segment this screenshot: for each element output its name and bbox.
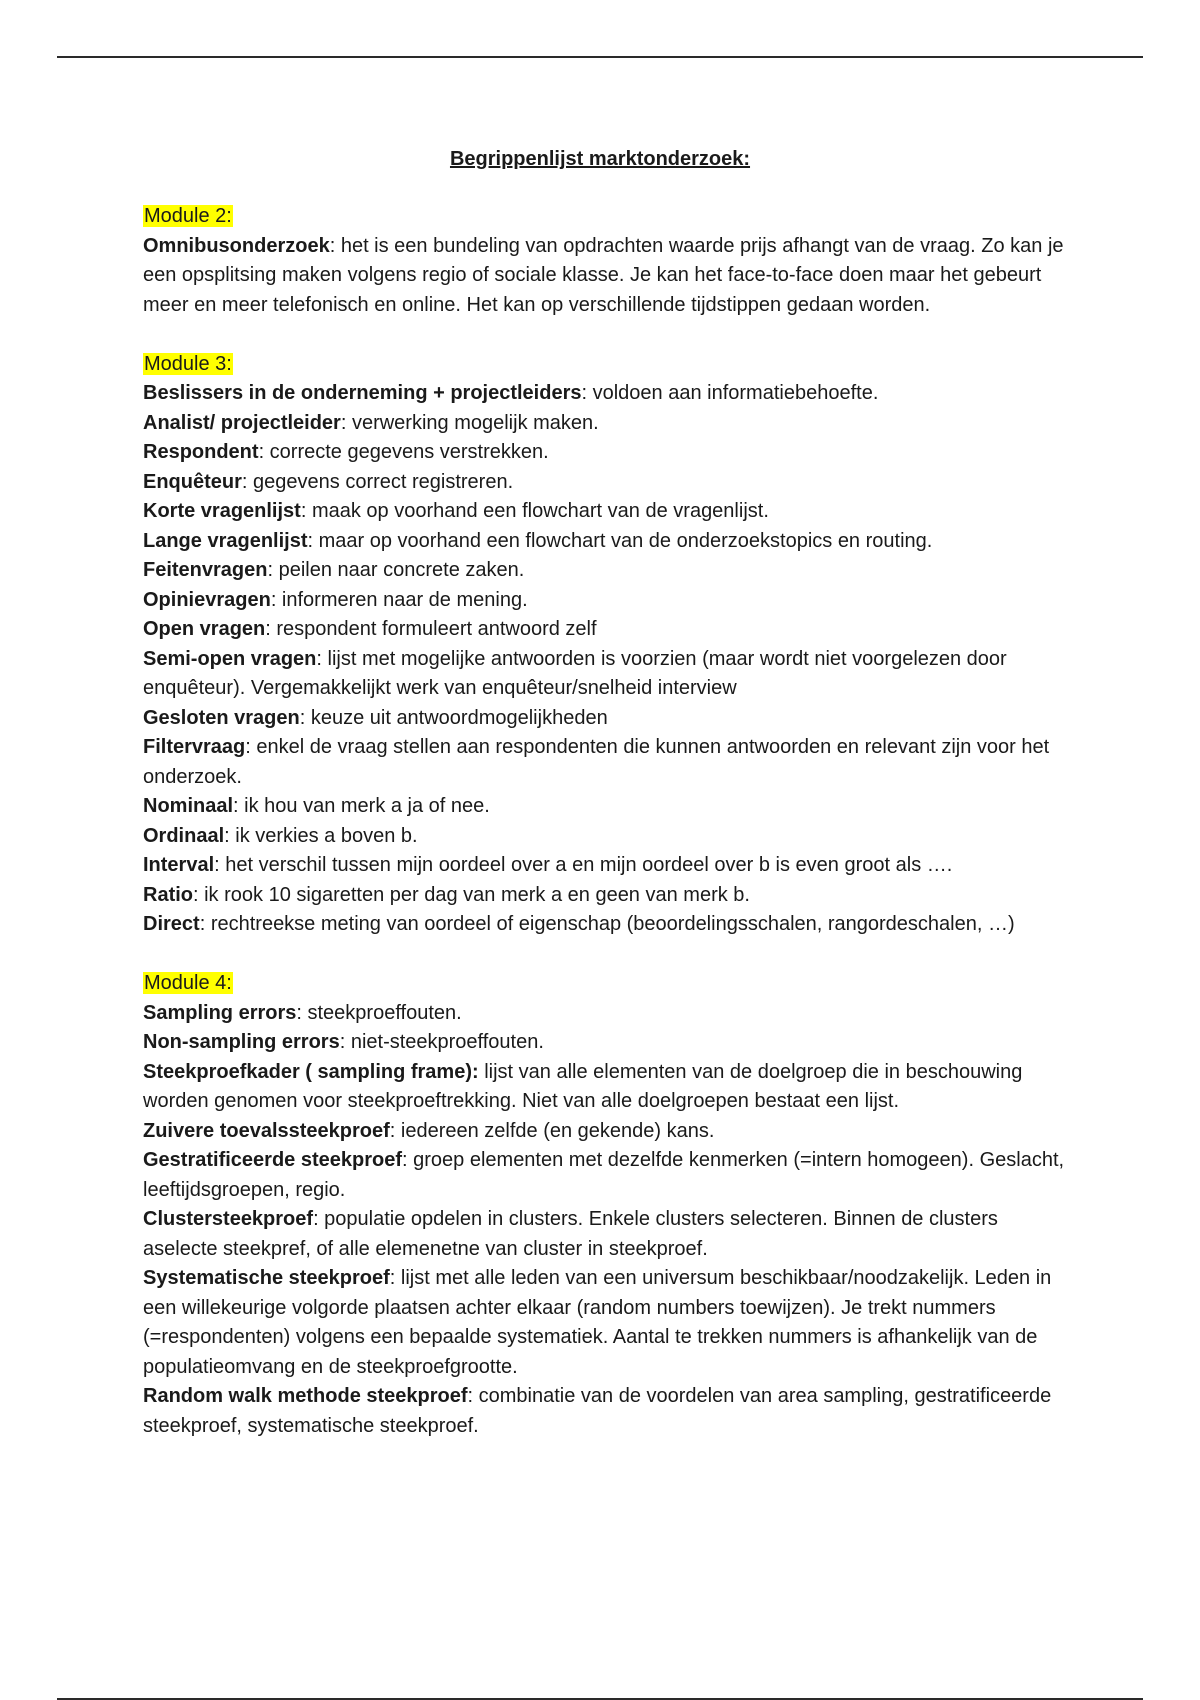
document-title: Begrippenlijst marktonderzoek: <box>449 148 751 170</box>
module-heading-highlight: Module 4: <box>144 972 232 994</box>
entry-definition: : keuze uit antwoordmogelijkheden <box>299 706 608 729</box>
entry-term: Analist/ projectleider <box>143 411 341 434</box>
glossary-entry <box>143 1117 1073 1147</box>
glossary-entry <box>143 1146 1073 1205</box>
glossary-entry <box>143 468 1073 498</box>
glossary-entry <box>143 556 1073 586</box>
glossary-entry <box>143 1058 1073 1117</box>
entry-definition: : combinatie van de voordelen van area sampling, gestratificeerde steekproef, systematische steekproef. <box>143 1385 1052 1437</box>
entry-term: Systematische steekproef <box>143 1267 390 1289</box>
glossary-entry <box>143 1028 1073 1058</box>
entry-term: Random walk methode steekproef <box>143 1385 468 1407</box>
glossary-entry <box>143 999 1073 1029</box>
entry-definition: : lijst met mogelijke antwoorden is voorzien (maar wordt niet voorgelezen door enquêteur). Vergemakkelijkt werk van enquêteur/snelheid interview <box>143 647 1007 699</box>
module-4-section <box>143 969 1073 1441</box>
entry-term: Enquêteur <box>143 470 242 493</box>
entry-term: Clustersteekproef <box>143 1208 314 1230</box>
entry-term: Feitenvragen <box>143 559 268 581</box>
module-heading-highlight: Module 3: <box>144 352 232 375</box>
glossary-entry <box>143 1382 1073 1441</box>
entry-definition: : ik rook 10 sigaretten per dag van merk a en geen van merk b. <box>193 883 750 906</box>
entry-term: Korte vragenlijst <box>143 500 301 522</box>
glossary-entry <box>143 1205 1073 1264</box>
glossary-entry <box>143 379 1073 409</box>
entry-term: Ratio <box>143 883 193 906</box>
entry-definition: : het is een bundeling van opdrachten waarde prijs afhangt van de vraag. Zo kan je een opsplitsing maken volgens regio of sociale klasse. Je kan het face-to-face doen maar het gebeurt meer en meer telefonisch en online. Het kan op verschillende tijdstippen gedaan worden. <box>143 234 1064 316</box>
entry-term: Non-sampling errors <box>143 1031 340 1053</box>
entry-definition: : niet-steekproeffouten. <box>339 1031 544 1053</box>
glossary-entry <box>143 792 1073 822</box>
entry-term: Direct <box>143 913 200 935</box>
entry-term: Gesloten vragen <box>143 706 300 729</box>
entry-definition: : gegevens correct registreren. <box>241 470 514 493</box>
entry-definition: : informeren naar de mening. <box>270 588 528 611</box>
glossary-entry <box>143 527 1073 557</box>
entry-term: Open vragen <box>143 618 266 640</box>
entry-term: Nominaal <box>143 795 234 817</box>
glossary-entry <box>143 615 1073 645</box>
entry-definition: : rechtreekse meting van oordeel of eigenschap (beoordelingsschalen, rangordeschalen, …) <box>199 913 1015 935</box>
glossary-entry <box>143 232 1073 321</box>
module-heading <box>143 350 1073 380</box>
entry-term: Opinievragen <box>143 588 271 611</box>
document-body <box>143 202 1073 1471</box>
entry-definition: : maar op voorhand een flowchart van de onderzoekstopics en routing. <box>307 529 933 552</box>
glossary-entry <box>143 704 1073 734</box>
entry-term: Sampling errors <box>143 1001 297 1024</box>
entry-definition: : respondent formuleert antwoord zelf <box>265 618 597 640</box>
entry-term: Ordinaal <box>143 824 225 847</box>
entry-definition: : steekproeffouten. <box>296 1001 462 1024</box>
entry-term: Filtervraag <box>143 736 246 758</box>
entry-definition: : voldoen aan informatiebehoefte. <box>581 382 879 404</box>
entry-term: Respondent <box>143 441 259 463</box>
entry-term: Zuivere toevalssteekproef <box>143 1119 390 1142</box>
entry-term: Omnibusonderzoek <box>143 234 330 257</box>
entry-definition: : het verschil tussen mijn oordeel over a en mijn oordeel over b is even groot als …. <box>214 854 953 876</box>
entry-definition: : ik verkies a boven b. <box>224 824 418 847</box>
entry-definition: : ik hou van merk a ja of nee. <box>233 795 490 817</box>
entry-definition: lijst van alle elementen van de doelgroep die in beschouwing worden genomen voor steekproeftrekking. Niet van alle doelgroepen bestaat een lijst. <box>143 1060 1023 1112</box>
entry-definition: : iedereen zelfde (en gekende) kans. <box>389 1119 715 1142</box>
glossary-entry <box>143 586 1073 616</box>
glossary-entry <box>143 910 1073 940</box>
module-heading-highlight: Module 2: <box>144 205 232 227</box>
glossary-entry <box>143 645 1073 704</box>
entry-term: Beslissers in de onderneming + projectleiders <box>143 382 582 404</box>
glossary-entry <box>143 881 1073 911</box>
module-heading <box>143 969 1073 999</box>
glossary-entry <box>143 733 1073 792</box>
glossary-entry <box>143 851 1073 881</box>
glossary-entry <box>143 497 1073 527</box>
entry-term: Lange vragenlijst <box>143 529 308 552</box>
module-3-section <box>143 350 1073 940</box>
entry-definition: : groep elementen met dezelfde kenmerken (=intern homogeen). Geslacht, leeftijdsgroepen, regio. <box>143 1149 1065 1201</box>
entry-term: Interval <box>143 854 215 876</box>
entry-definition: : populatie opdelen in clusters. Enkele clusters selecteren. Binnen de clusters aselecte steekpref, of alle elemenetne van cluster in steekproef. <box>143 1208 998 1260</box>
entry-definition: : correcte gegevens verstrekken. <box>258 441 549 463</box>
glossary-entry <box>143 409 1073 439</box>
entry-definition: : enkel de vraag stellen aan respondenten die kunnen antwoorden en relevant zijn voor het onderzoek. <box>143 736 1050 788</box>
glossary-entry <box>143 438 1073 468</box>
module-heading <box>143 202 1073 232</box>
top-rule <box>57 56 1143 58</box>
module-2-section <box>143 202 1073 320</box>
entry-definition: : verwerking mogelijk maken. <box>340 411 599 434</box>
entry-term: Gestratificeerde steekproef <box>143 1149 403 1171</box>
glossary-entry <box>143 822 1073 852</box>
entry-term: Steekproefkader ( sampling frame): <box>143 1060 479 1083</box>
entry-definition: : maak op voorhand een flowchart van de vragenlijst. <box>300 500 769 522</box>
entry-definition: : peilen naar concrete zaken. <box>267 559 525 581</box>
entry-definition: : lijst met alle leden van een universum beschikbaar/noodzakelijk. Leden in een willekeurige volgorde plaatsen achter elkaar (random numbers toewijzen). Je trekt nummers (=respondenten) volgens een bepaalde systematiek. Aantal te trekken nummers is afhankelijk van de populatieomvang en de steekproefgrootte. <box>143 1267 1052 1378</box>
glossary-entry <box>143 1264 1073 1382</box>
entry-term: Semi-open vragen <box>143 647 317 670</box>
